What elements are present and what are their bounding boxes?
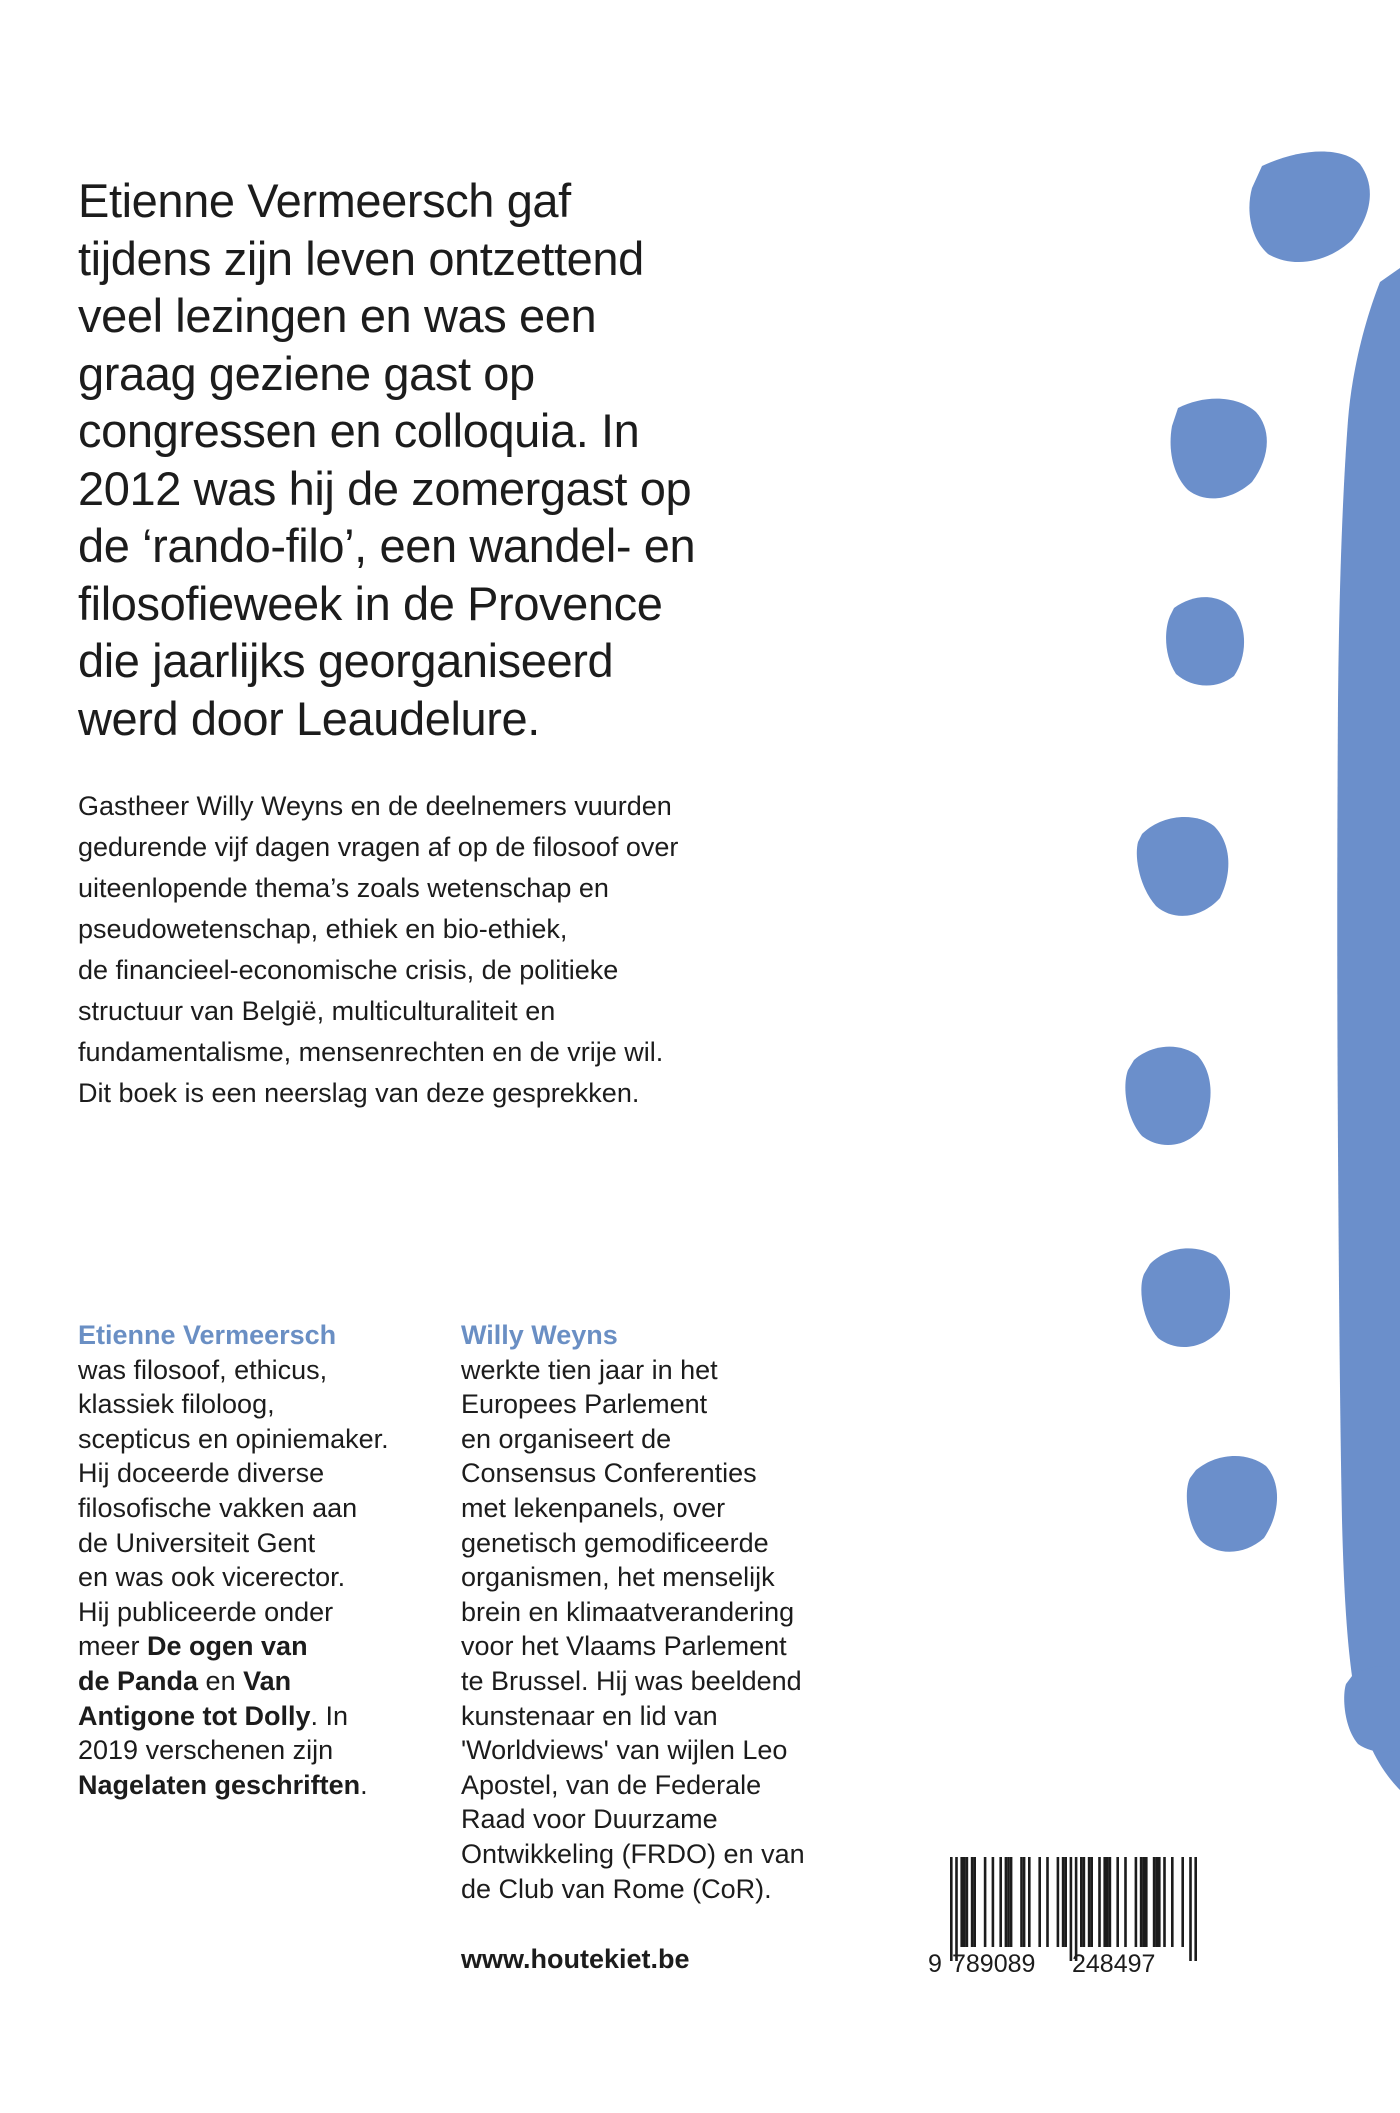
barcode-bar [1046, 1857, 1049, 1947]
blue-stripe-shape [1337, 268, 1400, 1790]
barcode-bar [1171, 1857, 1174, 1947]
barcode-bar [950, 1857, 953, 1961]
barcode-bar [1070, 1857, 1073, 1961]
description-line: structuur van België, multiculturaliteit en [78, 996, 556, 1026]
barcode-bar [1124, 1857, 1127, 1947]
barcode-bar [971, 1857, 974, 1947]
bio-text: meer [78, 1631, 148, 1662]
barcode-bar [1145, 1857, 1148, 1947]
isbn-barcode [926, 1855, 1198, 1975]
author-bio-vermeersch [78, 1318, 438, 1802]
barcode-bar [1064, 1857, 1067, 1947]
barcode-bar [973, 1857, 976, 1947]
bio-line: kunstenaar en lid van [461, 1700, 718, 1731]
barcode-bar [1005, 1857, 1008, 1947]
bio-line: Apostel, van de Federale [461, 1769, 762, 1800]
barcode-bar [963, 1857, 966, 1947]
lead-line: die jaarlijks georganiseerd [78, 634, 614, 687]
barcode-bar [1140, 1857, 1143, 1947]
author-name: Etienne Vermeersch [78, 1320, 337, 1350]
description-line: Dit boek is een neerslag van deze gesprekken. [78, 1078, 640, 1108]
description-line: uiteenlopende thema’s zoals wetenschap en [78, 873, 609, 903]
barcode-bar [1106, 1857, 1109, 1947]
lead-line: veel lezingen en was een [78, 289, 597, 342]
author-bio-weyns [461, 1318, 861, 1906]
lead-line: Etienne Vermeersch gaf [78, 174, 571, 227]
barcode-bar [1158, 1857, 1161, 1947]
bio-line: en organiseert de [461, 1423, 672, 1454]
barcode-bar [1080, 1857, 1083, 1947]
blue-blob-5 [1125, 1047, 1210, 1145]
bio-line [78, 1664, 438, 1699]
lead-paragraph [78, 172, 718, 747]
book-title: Nagelaten geschriften [78, 1769, 361, 1800]
bio-line: klassiek filoloog, [78, 1389, 275, 1420]
bio-line: was filosoof, ethicus, [78, 1354, 328, 1385]
bio-line: met lekenpanels, over [461, 1492, 726, 1523]
barcode-bar [1007, 1857, 1010, 1947]
barcode-bar [992, 1857, 995, 1947]
description-paragraph [78, 786, 738, 1114]
publisher-website: www.houtekiet.be [461, 1944, 690, 1974]
barcode-bar [1088, 1857, 1091, 1947]
bio-line: Consensus Conferenties [461, 1458, 757, 1489]
book-title: De ogen van [147, 1631, 308, 1662]
barcode-bar [1038, 1857, 1041, 1947]
lead-line: tijdens zijn leven ontzettend [78, 231, 644, 285]
barcode-bar [1023, 1857, 1026, 1947]
blue-blob-6 [1141, 1248, 1230, 1347]
bio-line: werkte tien jaar in het [461, 1354, 718, 1385]
barcode-bar [1153, 1857, 1156, 1947]
barcode-bar [966, 1857, 969, 1947]
barcode-bar [984, 1857, 987, 1947]
bio-line: Europees Parlement [461, 1389, 708, 1420]
lead-line: graag geziene gast op [78, 346, 535, 400]
barcode-bar [1116, 1857, 1119, 1947]
blue-blob-8 [1344, 1666, 1400, 1752]
bio-line: Hij doceerde diverse [78, 1458, 325, 1489]
bio-line: en was ook vicerector. [78, 1562, 346, 1593]
barcode-bar [1075, 1857, 1078, 1961]
description-line: Gastheer Willy Weyns en de deelnemers vuurden [78, 791, 672, 821]
bio-line [78, 1699, 438, 1734]
description-line: de financieel-economische crisis, de politieke [78, 955, 619, 985]
author-name: Willy Weyns [461, 1320, 618, 1350]
barcode-bar [1103, 1857, 1106, 1947]
barcode-bar [1189, 1857, 1192, 1961]
barcode-bar [1194, 1857, 1197, 1961]
bio-line: te Brussel. Hij was beeldend [461, 1665, 802, 1696]
barcode-bar [1135, 1857, 1138, 1947]
blue-blob-4 [1137, 817, 1229, 916]
barcode-bar [1155, 1857, 1158, 1947]
lead-line: 2012 was hij de zomergast op [78, 461, 692, 515]
blue-blob-1 [1249, 151, 1369, 262]
bio-line: scepticus en opiniemaker. [78, 1423, 389, 1454]
bio-line: brein en klimaatverandering [461, 1596, 795, 1627]
barcode-bar [1062, 1857, 1065, 1947]
bio-line: filosofische vakken aan [78, 1492, 358, 1523]
bio-text: . [360, 1769, 368, 1800]
barcode-bar [1098, 1857, 1101, 1947]
lead-line: werd door Leaudelure. [78, 691, 540, 745]
isbn-right-digits: 248497 [1072, 1950, 1156, 1975]
bio-line: 2019 verschenen zijn [78, 1735, 334, 1766]
description-line: gedurende vijf dagen vragen af op de filosoof over [78, 832, 679, 862]
isbn-first-digit: 9 [928, 1950, 942, 1975]
barcode-bar [999, 1857, 1002, 1947]
barcode-bar [1090, 1857, 1093, 1947]
description-line: fundamentalisme, mensenrechten en de vrije wil. [78, 1037, 664, 1067]
barcode-bars [950, 1857, 1197, 1961]
bio-line [78, 1629, 438, 1664]
bio-text: . In [310, 1700, 348, 1731]
isbn-left-digits: 789089 [952, 1950, 1036, 1975]
description-line: pseudowetenschap, ethiek en bio-ethiek, [78, 914, 568, 944]
barcode-bar [960, 1857, 963, 1947]
bio-line: genetisch gemodificeerde [461, 1527, 769, 1558]
book-title: Van [243, 1665, 292, 1696]
bio-line: voor het Vlaams Parlement [461, 1631, 787, 1662]
lead-line: de ‘rando-filo’, een wandel- en [78, 519, 696, 572]
lead-line: filosofieweek in de Provence [78, 576, 663, 630]
blue-blob-7 [1187, 1456, 1277, 1552]
barcode-bar [1020, 1857, 1023, 1947]
barcode-bar [1028, 1857, 1031, 1947]
bio-line: Raad voor Duurzame [461, 1804, 718, 1835]
lead-line: congressen en colloquia. In [78, 404, 640, 457]
barcode-bar [1010, 1857, 1013, 1947]
barcode-bar [1142, 1857, 1145, 1947]
barcode-bar [1163, 1857, 1166, 1947]
barcode-bar [1083, 1857, 1086, 1947]
bio-line: 'Worldviews' van wijlen Leo [461, 1735, 788, 1766]
bio-line: de Universiteit Gent [78, 1527, 316, 1558]
bio-line: de Club van Rome (CoR). [461, 1873, 772, 1904]
book-title: Antigone tot Dolly [78, 1700, 311, 1731]
blue-blob-2 [1171, 399, 1267, 499]
bio-line [78, 1768, 438, 1803]
book-title: de Panda [78, 1665, 199, 1696]
barcode-bar [1057, 1857, 1060, 1947]
barcode-bar [1109, 1857, 1112, 1947]
bio-line: Hij publiceerde onder [78, 1596, 334, 1627]
barcode-bar [1181, 1857, 1184, 1947]
barcode-bar [955, 1857, 958, 1961]
bio-line: organismen, het menselijk [461, 1562, 775, 1593]
bio-text: en [198, 1665, 244, 1696]
blue-blob-3 [1166, 597, 1244, 685]
bio-line: Ontwikkeling (FRDO) en van [461, 1838, 805, 1869]
